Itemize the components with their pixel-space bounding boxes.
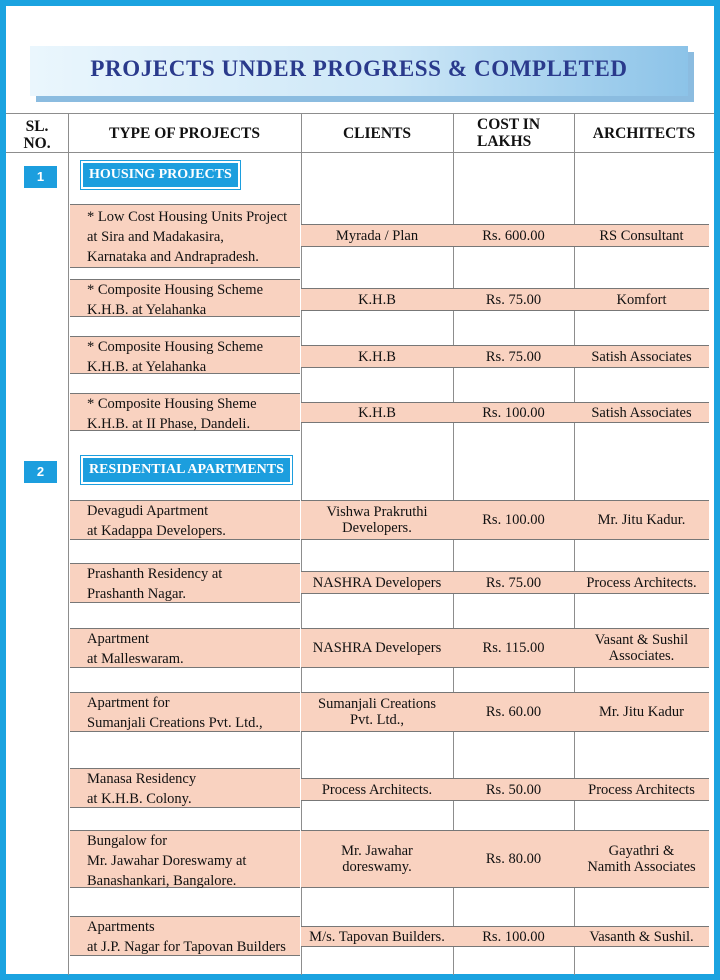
table-row xyxy=(301,288,709,311)
architect-cell: RS Consultant xyxy=(599,227,684,244)
architect-cell: Gayathri & Namith Associates xyxy=(587,843,696,875)
client-cell: Vishwa Prakruthi Developers. xyxy=(326,504,428,536)
table-row xyxy=(301,224,709,247)
cost-cell: Rs. 75.00 xyxy=(485,348,542,365)
cost-cell: Rs. 50.00 xyxy=(485,781,542,798)
client-cell: K.H.B xyxy=(358,291,396,308)
section-heading: RESIDENTIAL APARTMENTS xyxy=(83,458,290,482)
title-banner xyxy=(30,46,688,96)
cost-cell: Rs. 115.00 xyxy=(482,640,545,656)
header-cost: COST IN LAKHS xyxy=(477,116,541,150)
header-bottom-rule xyxy=(6,152,714,153)
client-cell: NASHRA Developers xyxy=(312,574,442,591)
project-name: * Low Cost Housing Units Project at Sira and Madakasira, Karnataka and Andrapradesh. xyxy=(70,204,300,268)
header-sl-no: SL. NO. xyxy=(23,118,51,152)
section-number: 2 xyxy=(24,461,57,483)
architect-cell: Vasant & Sushil Associates. xyxy=(594,632,689,664)
table-row xyxy=(301,500,709,540)
cost-cell: Rs. 600.00 xyxy=(482,227,545,244)
header-type: TYPE OF PROJECTS xyxy=(109,125,260,142)
project-name: * Composite Housing Scheme K.H.B. at Yelahanka xyxy=(70,279,300,317)
cost-cell: Rs. 80.00 xyxy=(485,851,542,867)
cost-cell: Rs. 100.00 xyxy=(482,928,545,945)
project-name: Apartment for Sumanjali Creations Pvt. Ltd., xyxy=(70,692,300,732)
project-name: Prashanth Residency at Prashanth Nagar. xyxy=(70,563,300,603)
architect-cell: Process Architects xyxy=(588,781,695,798)
cost-cell: Rs. 100.00 xyxy=(482,404,545,421)
table-row xyxy=(301,628,709,668)
architect-cell: Komfort xyxy=(616,291,667,308)
client-cell: K.H.B xyxy=(358,348,396,365)
table-row xyxy=(301,571,709,594)
col-divider-sl xyxy=(68,113,69,975)
architect-cell: Mr. Jitu Kadur xyxy=(599,704,684,720)
client-cell: Sumanjali Creations Pvt. Ltd., xyxy=(318,696,436,728)
header-architects: ARCHITECTS xyxy=(592,125,696,142)
table-row xyxy=(301,830,709,888)
cost-cell: Rs. 100.00 xyxy=(482,512,545,528)
cost-cell: Rs. 75.00 xyxy=(485,291,542,308)
header-clients: CLIENTS xyxy=(342,125,412,142)
table-top-rule xyxy=(6,113,714,114)
architect-cell: Process Architects. xyxy=(586,574,697,591)
project-name: Apartments at J.P. Nagar for Tapovan Builders xyxy=(70,916,300,956)
client-cell: K.H.B xyxy=(358,404,396,421)
project-name: Devagudi Apartment at Kadappa Developers. xyxy=(70,500,300,540)
architect-cell: Satish Associates xyxy=(591,404,692,421)
table-row xyxy=(301,345,709,368)
page-title: PROJECTS UNDER PROGRESS & COMPLETED xyxy=(90,56,628,81)
table-row xyxy=(301,778,709,801)
client-cell: NASHRA Developers xyxy=(312,640,442,656)
client-cell: Myrada / Plan xyxy=(335,227,419,244)
project-name: Manasa Residency at K.H.B. Colony. xyxy=(70,768,300,808)
section-number: 1 xyxy=(24,166,57,188)
project-name: Apartment at Malleswaram. xyxy=(70,628,300,668)
project-name: * Composite Housing Sheme K.H.B. at II Phase, Dandeli. xyxy=(70,393,300,431)
table-row xyxy=(301,402,709,423)
cost-cell: Rs. 75.00 xyxy=(485,574,542,591)
table-row xyxy=(301,926,709,947)
table-row xyxy=(301,692,709,732)
client-cell: Mr. Jawahar doreswamy. xyxy=(341,843,413,875)
architect-cell: Vasanth & Sushil. xyxy=(589,928,694,945)
client-cell: M/s. Tapovan Builders. xyxy=(309,928,445,945)
client-cell: Process Architects. xyxy=(321,781,433,798)
project-name: * Composite Housing Scheme K.H.B. at Yelahanka xyxy=(70,336,300,374)
project-name: Bungalow for Mr. Jawahar Doreswamy at Banashankari, Bangalore. xyxy=(70,830,300,888)
section-heading: HOUSING PROJECTS xyxy=(83,163,238,187)
architect-cell: Mr. Jitu Kadur. xyxy=(597,512,686,528)
cost-cell: Rs. 60.00 xyxy=(485,704,542,720)
architect-cell: Satish Associates xyxy=(591,348,692,365)
